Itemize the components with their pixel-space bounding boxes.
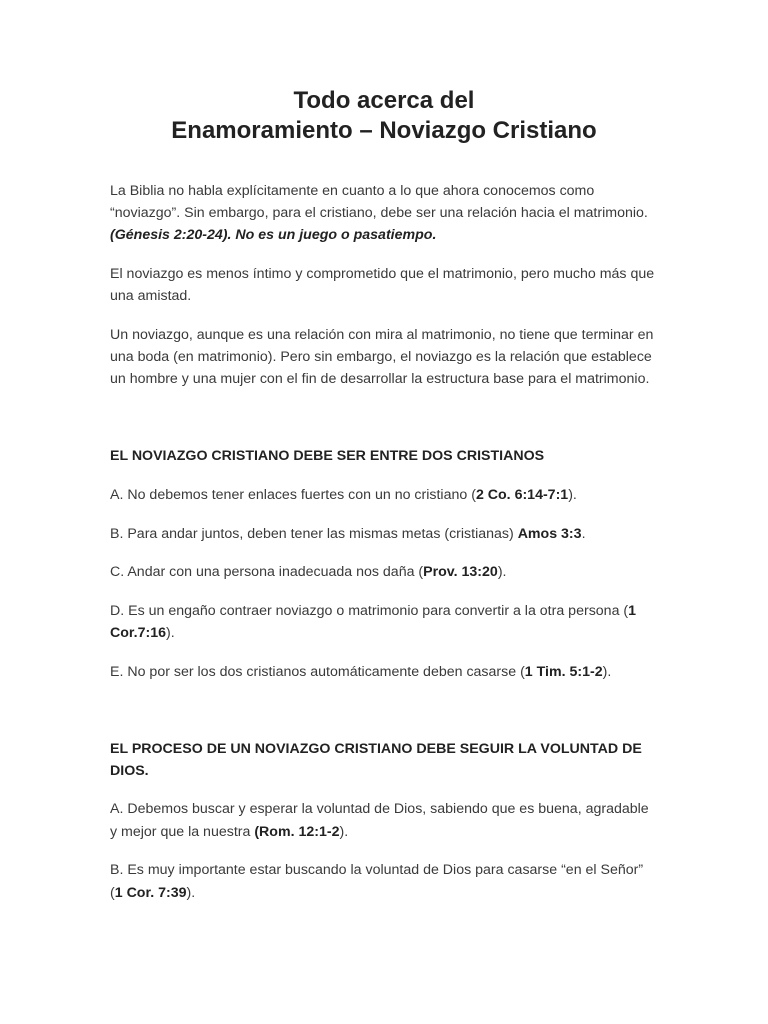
intro-p1-text: La Biblia no habla explícitamente en cuanto a lo que ahora conocemos como “noviazgo”. Sin embargo, para el cristiano, debe ser una relación hacia el matrimonio. (110, 183, 648, 222)
bible-reference: 1 Cor. 7:39 (114, 884, 187, 901)
document-title (0, 86, 768, 146)
item-text: B. Para andar juntos, deben tener las mismas metas (cristianas) (110, 525, 518, 542)
section-1-item-b (110, 523, 658, 545)
item-text: D. Es un engaño contraer noviazgo o matrimonio para convertir a la otra persona ( (110, 602, 629, 619)
item-text-end: ). (497, 564, 507, 581)
item-text: A. Debemos buscar y esperar la voluntad de Dios, sabiendo que es buena, agradable y mejor que la nuestra (110, 801, 649, 840)
section-2-item-b (110, 859, 658, 903)
item-text-end: . (581, 525, 586, 542)
item-text: C. Andar con una persona inadecuada nos daña ( (110, 564, 424, 581)
bible-reference: 1 Tim. 5:1-2 (524, 663, 603, 680)
intro-p1-emphasis: (Génesis 2:20-24). No es un juego o pasatiempo. (110, 227, 437, 244)
section-1-item-d (110, 600, 658, 644)
item-text-end: ). (602, 663, 612, 680)
section-2-item-a (110, 798, 658, 842)
item-text-end: ). (339, 823, 349, 840)
item-text: E. No por ser los dos cristianos automáticamente deben casarse ( (110, 663, 525, 680)
intro-paragraph-3: Un noviazgo, aunque es una relación con mira al matrimonio, no tiene que terminar en una boda (en matrimonio). Pero sin embargo, el noviazgo es la relación que establece un hombre y una mujer con el fin de desarrollar la estructura base para el matrimonio. (110, 327, 654, 388)
title-line-1: Todo acerca del (293, 87, 475, 114)
document-body (110, 180, 658, 920)
section-1-heading: EL NOVIAZGO CRISTIANO DEBE SER ENTRE DOS CRISTIANOS (110, 448, 545, 465)
item-text: A. No debemos tener enlaces fuertes con un no cristiano ( (110, 486, 476, 503)
bible-reference: 1 Cor.7:16 (110, 602, 637, 642)
section-1-item-a (110, 484, 658, 506)
item-text-end: ). (568, 486, 577, 503)
intro-paragraph-2: El noviazgo es menos íntimo y comprometido que el matrimonio, pero mucho más que una amistad. (110, 266, 655, 305)
section-1-item-e (110, 661, 658, 683)
item-text-end: ). (166, 625, 175, 642)
section-1-item-c (110, 561, 658, 583)
section-2-heading: EL PROCESO DE UN NOVIAZGO CRISTIANO DEBE SEGUIR LA VOLUNTAD DE DIOS. (110, 740, 642, 779)
title-line-2: Enamoramiento – Noviazgo Cristiano (171, 117, 597, 144)
item-text-end: ). (186, 884, 196, 901)
bible-reference: Amos 3:3 (517, 525, 582, 542)
bible-reference: 2 Co. 6:14-7:1 (475, 486, 569, 503)
intro-paragraph-1 (110, 180, 658, 247)
item-text: B. Es muy importante estar buscando la voluntad de Dios para casarse “en el Señor” ( (110, 862, 644, 901)
bible-reference: Prov. 13:20 (423, 564, 498, 581)
bible-reference: (Rom. 12:1-2 (254, 823, 340, 840)
section-spacer (110, 407, 658, 445)
section-spacer (110, 700, 658, 738)
